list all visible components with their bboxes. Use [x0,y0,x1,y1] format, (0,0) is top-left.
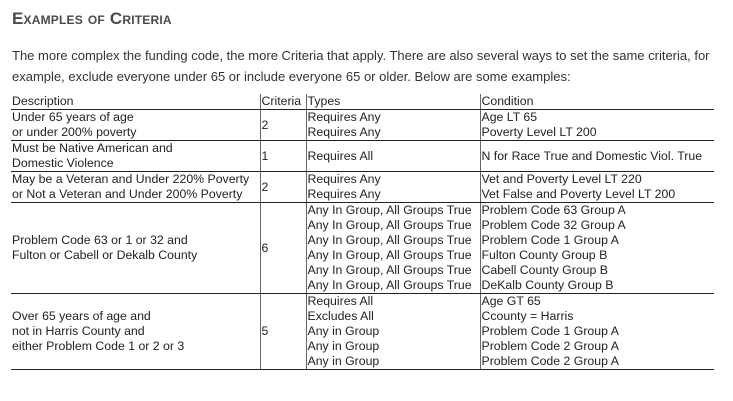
types-cell [306,203,480,294]
criteria-count-cell: 2 [260,172,306,203]
condition-cell [480,203,714,294]
types-cell [306,141,480,172]
page-heading: Examples of Criteria [12,9,172,28]
header-criteria: Criteria [260,94,306,110]
header-condition: Condition [480,94,714,110]
description-line: Under 65 years of age [12,110,134,124]
condition-line: Age GT 65 [481,294,541,308]
table-header-row [11,94,714,110]
condition-line: Cabell County Group B [481,263,608,277]
condition-line: Problem Code 63 Group A [481,203,626,217]
description-line: or under 200% poverty [12,125,137,139]
description-line: Over 65 years of age and [12,309,151,323]
table-row [11,203,714,294]
description-cell [11,294,260,370]
condition-line: Fulton County Group B [481,248,608,262]
type-line: Any In Group, All Groups True [307,218,472,232]
description-cell [11,172,260,203]
description-cell [11,110,260,141]
type-line: Any in Group [307,339,380,353]
condition-line: Poverty Level LT 200 [481,125,597,139]
description-line: either Problem Code 1 or 2 or 3 [12,339,185,353]
type-line: Any In Group, All Groups True [307,278,472,292]
description-cell [11,203,260,294]
type-line: Excludes All [307,309,374,323]
type-line: Requires Any [307,187,381,201]
description-line: May be a Veteran and Under 220% Poverty [12,172,250,186]
header-types: Types [306,94,480,110]
condition-line: DeKalb County Group B [481,278,614,292]
criteria-count-cell: 5 [260,294,306,370]
condition-line: Problem Code 1 Group A [481,324,619,338]
type-line: Any in Group [307,354,380,368]
condition-cell [480,110,714,141]
description-line: or Not a Veteran and Under 200% Poverty [12,187,243,201]
header-description: Description [11,94,260,110]
table-row [11,172,714,203]
type-line: Requires Any [307,125,381,139]
condition-line: Vet and Poverty Level LT 220 [481,172,642,186]
criteria-count-cell: 2 [260,110,306,141]
description-cell [11,141,260,172]
condition-cell [480,172,714,203]
type-line: Requires Any [307,172,381,186]
type-line: Any In Group, All Groups True [307,233,472,247]
type-line: Any in Group [307,324,380,338]
table-row [11,110,714,141]
types-cell [306,294,480,370]
description-line: Domestic Violence [12,156,114,170]
type-line: Any In Group, All Groups True [307,203,472,217]
type-line: Requires All [307,148,374,163]
condition-line: Ccounty = Harris [481,309,574,323]
condition-cell [480,141,714,172]
type-line: Any In Group, All Groups True [307,248,472,262]
table-row [11,141,714,172]
description-line: Problem Code 63 or 1 or 32 and [12,233,188,247]
criteria-count-cell: 6 [260,203,306,294]
condition-line: Problem Code 1 Group A [481,233,619,247]
type-line: Requires Any [307,110,381,124]
types-cell [306,110,480,141]
table-row [11,294,714,370]
description-line: not in Harris County and [12,324,145,338]
criteria-table [11,94,714,370]
condition-line: N for Race True and Domestic Viol. True [481,148,703,163]
criteria-count-cell: 1 [260,141,306,172]
condition-line: Problem Code 2 Group A [481,339,619,353]
condition-line: Vet False and Poverty Level LT 200 [481,187,676,201]
condition-cell [480,294,714,370]
types-cell [306,172,480,203]
description-line: Must be Native American and [12,141,173,155]
description-line: Fulton or Cabell or Dekalb County [12,248,198,262]
type-line: Requires All [307,294,374,308]
intro-paragraph: The more complex the funding code, the more Criteria that apply. There are also several ways to set the same criteria, for example, exclude everyone under 65 or include everyone 65 or older. Below are some examples: [12,48,710,84]
condition-line: Age LT 65 [481,110,538,124]
condition-line: Problem Code 32 Group A [481,218,626,232]
type-line: Any In Group, All Groups True [307,263,472,277]
condition-line: Problem Code 2 Group A [481,354,619,368]
